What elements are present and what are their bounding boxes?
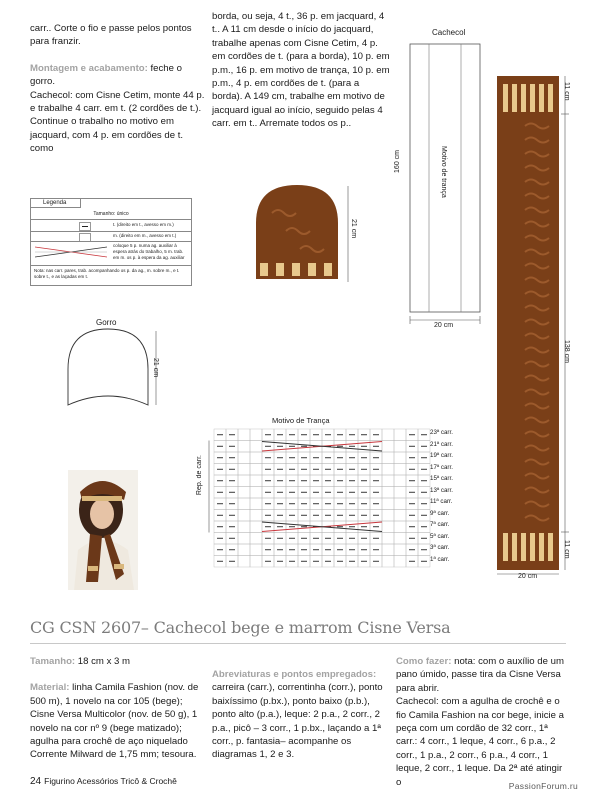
braid-row-label: 3ª carr. <box>430 544 450 551</box>
legend-note-row <box>31 265 191 286</box>
assembly-label: Montagem e acabamento: <box>30 62 148 74</box>
braid-row-label: 11ª carr. <box>430 498 453 505</box>
braid-cell <box>238 441 250 453</box>
braid-row-label: 5ª carr. <box>430 532 450 540</box>
braid-row-label: 1ª carr. <box>430 555 450 563</box>
braid-cell <box>382 544 394 556</box>
braid-cell <box>382 441 394 453</box>
braid-cell <box>238 475 250 487</box>
watermark: PassionForum.ru <box>508 781 578 791</box>
abbreviations-label: Abreviaturas e pontos empregados: <box>212 669 377 680</box>
abbreviations-column <box>212 668 384 762</box>
braid-cell <box>238 487 250 499</box>
braid-cell <box>394 464 406 476</box>
legend-box <box>30 198 192 286</box>
braid-cell <box>250 521 262 533</box>
howto-text-2: Cachecol: com a agulha de crochê e o fio Camila Fashion na cor bege, inicie a peça com um cordão de 32 corr., 1ª carr.: 4 corr., 1 leque, 4 corr., 6 p.a., 2 corr., 1 p.a., 2 corr., 6 p.a., 4 corr., 1 leque, 2 corr., 1 leque. Da 2ª até atingir o <box>396 696 564 788</box>
braid-cell <box>394 441 406 453</box>
long-scarf-top-band: 11 cm <box>563 82 570 101</box>
legend-tab: Legenda <box>31 199 81 208</box>
braid-cell <box>250 464 262 476</box>
material-text: linha Camila Fashion (nov. de 500 m), 1 novelo na cor 105 (bege); Cisne Versa Multicolor (nov. de 50 g), 1 novelo na cor nº 9 (bege matizado); agulha para crochê de aço niquelado Corrente Milward de 1,75 mm; tesoura. <box>30 682 199 761</box>
braid-cell <box>382 521 394 533</box>
braid-cell <box>238 498 250 510</box>
legend-cable-label: coloque 5 p. numa ag. auxiliar à espera atrás do trabalho, 5 m. trab. em m. os p. à espera da ag. auxiliar <box>113 243 185 260</box>
braid-row-label: 9ª carr. <box>430 509 450 517</box>
material-paragraph <box>30 681 200 761</box>
hat-knit-illustration <box>252 183 342 283</box>
braid-cell <box>250 452 262 464</box>
braid-row-label: 13ª carr. <box>430 486 453 494</box>
braid-cell <box>382 464 394 476</box>
braid-cell <box>238 429 250 441</box>
scarf-height-label: 160 cm <box>394 150 401 173</box>
long-scarf-illustration <box>497 76 561 570</box>
braid-cell <box>238 452 250 464</box>
braid-cell <box>250 475 262 487</box>
footer <box>30 776 177 787</box>
section-rule <box>30 643 566 644</box>
assembly-paragraph <box>30 62 208 89</box>
braid-cell <box>382 556 394 568</box>
braid-cell <box>238 510 250 522</box>
braid-cell <box>394 487 406 499</box>
scarf-text: Cachecol: com Cisne Cetim, monte 44 p. e trabalhe 4 carr. em t. (2 cordões de t.). Continue o trabalho no motivo em jacquard, com 4 p. em cordões de t. como <box>30 89 205 155</box>
braid-row-label: 21ª carr. <box>430 440 453 448</box>
magazine-title: Figurino Acessórios Tricô & Crochê <box>44 776 177 786</box>
howto-text: nota: com o auxílio de um pano úmido, passe tira da Cisne Versa para abrir. <box>396 656 564 694</box>
braid-cell <box>394 533 406 545</box>
scarf-schematic-title: Cachecol <box>432 28 466 37</box>
braid-cell <box>238 521 250 533</box>
braid-cell <box>394 556 406 568</box>
long-scarf-dimension-line <box>560 76 570 570</box>
braid-cell <box>250 533 262 545</box>
howto-column <box>396 655 566 789</box>
hat-schematic-height: 21 cm <box>152 358 159 378</box>
braid-cell <box>238 544 250 556</box>
braid-row-label: 15ª carr. <box>430 475 453 482</box>
knit-symbol <box>79 222 91 231</box>
size-value: 18 cm x 3 m <box>75 656 131 667</box>
braid-cell <box>250 441 262 453</box>
braid-cell <box>238 533 250 545</box>
assembly-text: feche o gorro. <box>30 62 182 88</box>
braid-cell <box>394 498 406 510</box>
hat-schematic <box>62 325 162 409</box>
long-scarf-middle: 138 cm <box>563 340 570 363</box>
braid-cell <box>394 452 406 464</box>
braid-cell <box>394 544 406 556</box>
braid-chart-title: Motivo de Trança <box>272 416 330 425</box>
braid-cell <box>238 556 250 568</box>
materials-column <box>30 655 200 762</box>
braid-chart-grid <box>206 425 432 573</box>
braid-cell <box>382 533 394 545</box>
abbreviations-paragraph <box>212 668 384 762</box>
braid-cell <box>394 521 406 533</box>
braid-cell <box>394 510 406 522</box>
braid-cell <box>238 464 250 476</box>
page-number: 24 <box>30 776 42 787</box>
braid-cell <box>250 556 262 568</box>
braid-row-label: 19ª carr. <box>430 452 453 459</box>
braid-cell <box>394 429 406 441</box>
section-title: CG CSN 2607– Cachecol bege e marrom Cisne Versa <box>30 618 451 637</box>
howto-label: Como fazer: <box>396 656 452 667</box>
braid-cell <box>250 510 262 522</box>
braid-row-label: 17ª carr. <box>430 463 453 471</box>
model-photo <box>68 470 138 590</box>
braid-cell <box>250 487 262 499</box>
scarf-width-label: 20 cm <box>434 322 454 329</box>
braid-cell <box>250 498 262 510</box>
howto-paragraph <box>396 655 566 695</box>
long-scarf-width: 20 cm <box>518 573 538 580</box>
hat-photo-height: 21 cm <box>350 219 357 239</box>
size-paragraph <box>30 655 200 668</box>
abbreviations-text: carreira (carr.), correntinha (corr.), ponto baixíssimo (p.bx.), ponto baixo (p.b.), ponto alto (p.a.), leque: 2 p.a., 2 corr., 2 p.a., picô – 3 corr., 1 p.bx., laçando a 1ª corr., p. fantasia– acompanhe os diagramas 1, 2 e 3. <box>212 682 383 761</box>
braid-repeat-label: Rep. de carr. <box>196 455 203 496</box>
braid-row-label: 7ª carr. <box>430 521 450 528</box>
long-scarf-bottom-band: 11 cm <box>563 540 570 559</box>
size-label: Tamanho: <box>30 656 76 667</box>
legend-note: Nota: nas carr. pares, trab. acompanhando os p. da ag., m. sobre m., e t. sobre t., e as laçadas em t. <box>34 268 180 279</box>
legend-purl-label: m. (direito em m., avesso em t.) <box>113 233 177 238</box>
legend-size: Tamanho: único <box>93 211 129 217</box>
scarf-motif-label: Motivo de trança <box>440 146 447 198</box>
pattern-text-column-2 <box>212 10 390 131</box>
material-label: Material: <box>30 682 70 694</box>
legend-row-cable <box>31 241 191 266</box>
braid-cell <box>382 487 394 499</box>
intro-text: carr.. Corte o fio e passe pelos pontos para franzir. <box>30 23 192 48</box>
column2-text: borda, ou seja, 4 t., 36 p. em jacquard, 4 t.. A 11 cm desde o início do jacquard, trabalhe apenas com Cisne Cetim, 4 p. em cordões de t. (para a borda), 10 p. em p.m., 16 p. em motivo de trança, 10 p. em p.m., 4 p. em cordões de t. (para a borda). A 149 cm, trabalhe em motivo de jacquard igual ao início, seguido pelas 4 carr. em t.. Arremate todos os p.. <box>212 11 390 130</box>
braid-row-label: 23ª carr. <box>430 429 453 436</box>
braid-cell <box>250 429 262 441</box>
braid-cell <box>382 452 394 464</box>
pattern-text-column-1 <box>30 22 208 156</box>
braid-cell <box>394 475 406 487</box>
cable-symbol <box>35 246 107 258</box>
braid-cell <box>382 510 394 522</box>
braid-cell <box>382 498 394 510</box>
braid-row-labels <box>430 427 470 565</box>
braid-cell <box>382 429 394 441</box>
legend-knit-label: t. (direito em t., avesso em m.) <box>113 222 174 227</box>
hat-schematic-title: Gorro <box>96 318 117 327</box>
braid-cell <box>382 475 394 487</box>
braid-cell <box>250 544 262 556</box>
